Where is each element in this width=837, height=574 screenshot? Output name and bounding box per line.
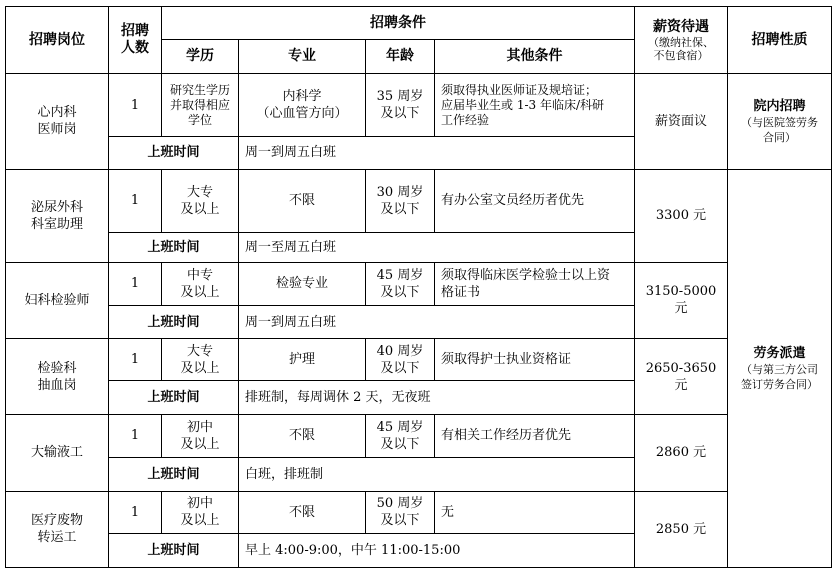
header-position: 招聘岗位 — [6, 7, 109, 74]
work-time-value: 排班制，每周调休 2 天，无夜班 — [239, 381, 635, 415]
work-time-label: 上班时间 — [109, 137, 239, 169]
table-row — [6, 262, 832, 305]
salary-cell: 3300 元 — [635, 169, 728, 262]
work-time-value: 周一至周五白班 — [239, 232, 635, 262]
work-time-label: 上班时间 — [109, 457, 239, 491]
age-cell: 35 周岁 及以下 — [366, 74, 435, 137]
position-cell: 心内科 医师岗 — [6, 74, 109, 169]
work-time-value: 早上 4:00-9:00，中午 11:00-15:00 — [239, 533, 635, 567]
header-salary-title: 薪资待遇 — [653, 18, 709, 35]
age-cell: 45 周岁 及以下 — [366, 262, 435, 305]
education-cell: 大专 及以上 — [162, 169, 239, 232]
major-cell: 检验专业 — [239, 262, 366, 305]
count-cell: 1 — [109, 415, 162, 457]
count-cell: 1 — [109, 339, 162, 381]
work-time-label: 上班时间 — [109, 533, 239, 567]
count-cell: 1 — [109, 262, 162, 305]
work-time-value: 周一到周五白班 — [239, 306, 635, 339]
recruitment-table — [5, 6, 832, 568]
nature-note: （与医院签劳务 合同） — [741, 115, 818, 144]
count-cell: 1 — [109, 74, 162, 137]
work-time-value: 周一到周五白班 — [239, 137, 635, 169]
salary-cell: 2850 元 — [635, 491, 728, 567]
age-cell: 30 周岁 及以下 — [366, 169, 435, 232]
position-cell: 妇科检验师 — [6, 262, 109, 338]
header-count: 招聘 人数 — [109, 7, 162, 74]
other-cell: 须取得护士执业资格证 — [435, 339, 635, 381]
position-cell: 医疗废物 转运工 — [6, 491, 109, 567]
table-row — [6, 169, 832, 232]
position-cell: 泌尿外科 科室助理 — [6, 169, 109, 262]
other-cell: 有办公室文员经历者优先 — [435, 169, 635, 232]
header-education: 学历 — [162, 40, 239, 74]
position-cell: 大输液工 — [6, 415, 109, 491]
education-cell: 研究生学历 并取得相应 学位 — [162, 74, 239, 137]
work-time-value: 白班，排班制 — [239, 457, 635, 491]
header-conditions: 招聘条件 — [162, 7, 635, 40]
header-other: 其他条件 — [435, 40, 635, 74]
major-cell: 不限 — [239, 415, 366, 457]
table-row — [6, 339, 832, 381]
education-cell: 中专 及以上 — [162, 262, 239, 305]
header-major: 专业 — [239, 40, 366, 74]
other-cell: 有相关工作经历者优先 — [435, 415, 635, 457]
salary-cell: 薪资面议 — [635, 74, 728, 169]
major-cell: 内科学 （心血管方向） — [239, 74, 366, 137]
salary-cell: 3150-5000 元 — [635, 262, 728, 338]
header-nature: 招聘性质 — [728, 7, 832, 74]
age-cell: 50 周岁 及以下 — [366, 491, 435, 533]
major-cell: 不限 — [239, 169, 366, 232]
education-cell: 初中 及以上 — [162, 415, 239, 457]
work-time-label: 上班时间 — [109, 232, 239, 262]
table-row — [6, 74, 832, 137]
nature-cell-dispatch — [728, 169, 832, 567]
age-cell: 40 周岁 及以下 — [366, 339, 435, 381]
other-cell: 须取得执业医师证及规培证； 应届毕业生或 1-3 年临床/科研 工作经验 — [435, 74, 635, 137]
major-cell: 护理 — [239, 339, 366, 381]
work-time-label: 上班时间 — [109, 381, 239, 415]
work-time-label: 上班时间 — [109, 306, 239, 339]
table-row — [6, 491, 832, 533]
count-cell: 1 — [109, 491, 162, 533]
age-cell: 45 周岁 及以下 — [366, 415, 435, 457]
position-cell: 检验科 抽血岗 — [6, 339, 109, 415]
other-cell: 无 — [435, 491, 635, 533]
salary-cell: 2650-3650 元 — [635, 339, 728, 415]
nature-title: 劳务派遣 — [753, 345, 806, 361]
nature-note: （与第三方公司 签订劳务合同） — [741, 362, 818, 391]
header-row-1 — [6, 7, 832, 40]
major-cell: 不限 — [239, 491, 366, 533]
table-row — [6, 415, 832, 457]
education-cell: 初中 及以上 — [162, 491, 239, 533]
header-salary — [635, 7, 728, 74]
education-cell: 大专 及以上 — [162, 339, 239, 381]
other-cell: 须取得临床医学检验士以上资 格证书 — [435, 262, 635, 305]
header-salary-note: （缴纳社保、 不包食宿） — [648, 35, 714, 62]
header-age: 年龄 — [366, 40, 435, 74]
nature-title: 院内招聘 — [753, 98, 806, 114]
nature-cell-internal — [728, 74, 832, 169]
salary-cell: 2860 元 — [635, 415, 728, 491]
count-cell: 1 — [109, 169, 162, 232]
